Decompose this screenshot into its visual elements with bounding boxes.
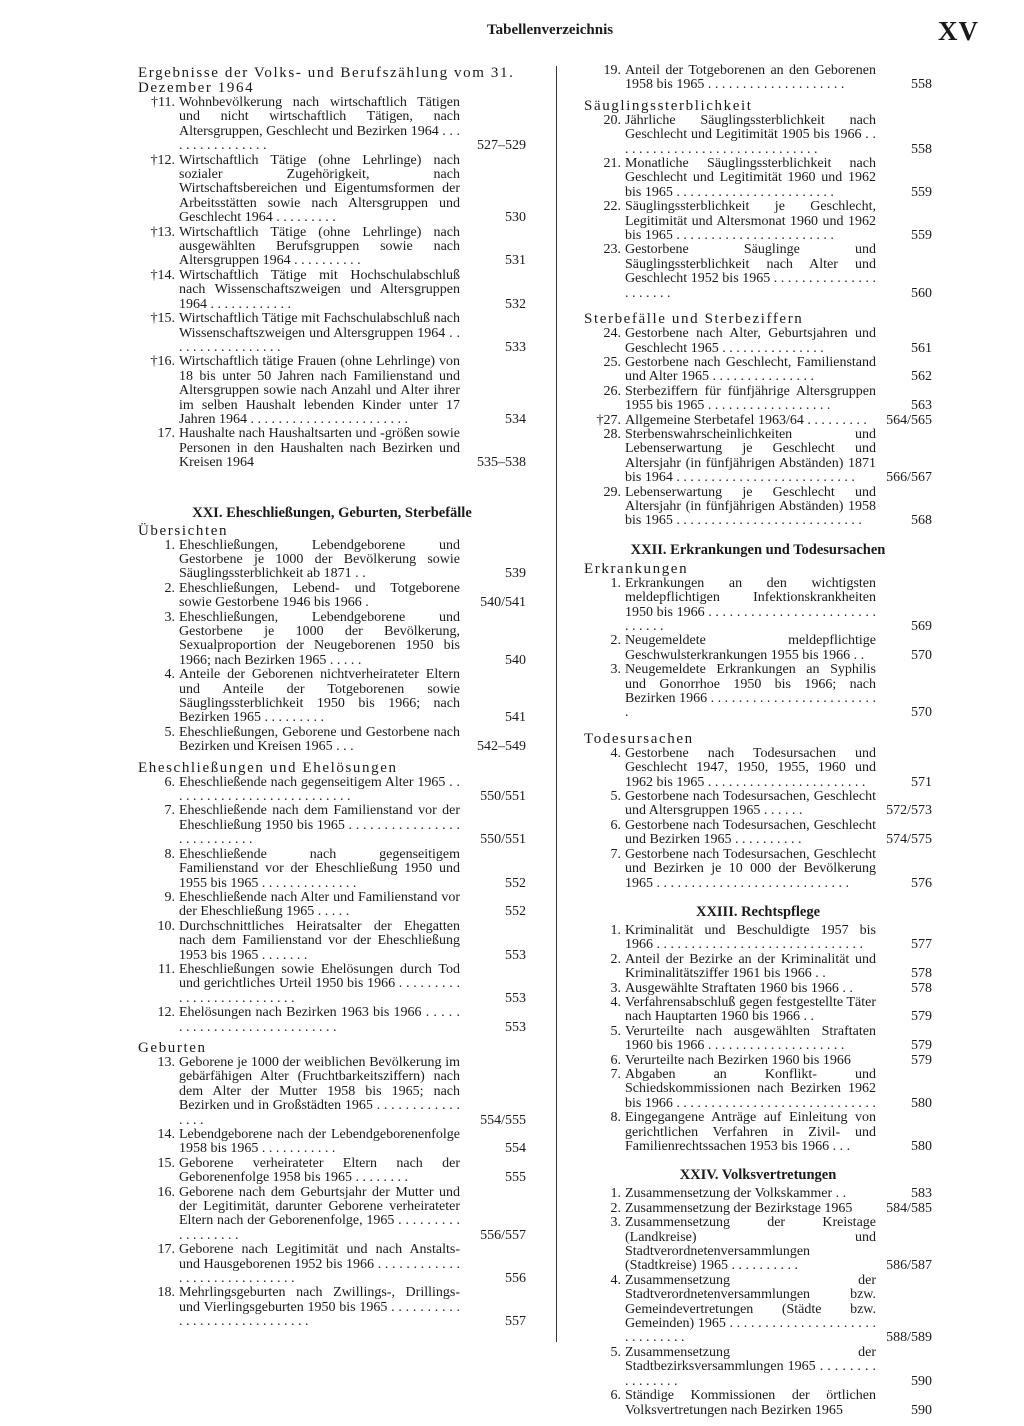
toc-entry-number: 3.: [610, 980, 621, 996]
toc-entry-number: 6.: [610, 1388, 621, 1404]
toc-entry-page: 555: [505, 1170, 526, 1186]
toc-entry-title: Geborene nach Legitimität und nach Anstalts- und Hausgeborenen 1952 bis 1966 . . . . . . . . . . . . . . . . . . . . . . . . . . . . .: [179, 1242, 460, 1287]
toc-entry-number: 3.: [164, 609, 175, 625]
toc-entry-number: 1.: [610, 922, 621, 938]
toc-group-erkrankungen: [584, 577, 932, 721]
toc-entry: [584, 1216, 932, 1274]
toc-entry: [138, 582, 526, 611]
subheading-sterbefaelle: Sterbefälle und Sterbeziffern: [584, 311, 804, 328]
subheading-erkrankungen: Erkrankungen: [584, 560, 689, 577]
toc-entry-title: Wirtschaftlich Tätige mit Fachschulabschluß nach Wissenschaftszweigen und Altersgruppen 1964 . . . . . . . . . . . . . . . . .: [179, 311, 460, 355]
toc-group-sterbefaelle: [584, 327, 932, 529]
toc-entry-page: 531: [505, 253, 526, 269]
toc-entry-number: 5.: [610, 1023, 621, 1039]
toc-entry-page: 588/589: [886, 1330, 932, 1346]
toc-entry-page: 586/587: [886, 1258, 932, 1274]
toc-entry: [138, 427, 526, 470]
toc-entry-number: 4.: [610, 1272, 621, 1288]
toc-entry-number: 5.: [610, 789, 621, 805]
toc-entry-number: 24.: [603, 326, 621, 342]
toc-entry-number: 16.: [157, 1184, 175, 1200]
subheading-volkszaehlung: Ergebnisse der Volks- und Berufszählung vom 31. Dezember 1964: [138, 65, 515, 96]
toc-entry-title: Allgemeine Sterbetafel 1963/64 . . . . . . . . .: [625, 412, 867, 428]
toc-entry-page: 559: [911, 184, 932, 200]
toc-entry-title: Geborene nach dem Geburtsjahr der Mutter und der Legitimität, darunter Geborene verheirateter Eltern nach der Geborenenfolge, 1965 . . . . . . . . . . . . . . . . . .: [179, 1184, 460, 1243]
toc-entry-page: 535–538: [477, 455, 526, 471]
toc-entry-page: 540/541: [480, 595, 526, 611]
toc-entry-number: 29.: [603, 484, 621, 500]
toc-entry-number: 6.: [164, 774, 175, 790]
toc-entry-title: Gestorbene nach Todesursachen, Geschlecht und Bezirken je 10 000 der Bevölkerung 1965 . . . . . . . . . . . . . . . . . . . . . . . . . . . .: [625, 846, 876, 891]
toc-entry-title: Geborene je 1000 der weiblichen Bevölkerung im gebärfähigen Alter (Fruchtbarkeitsziffern) nach dem Alter der Mutter 1958 bis 1965; nach Bezirken und in Großstädten 1965 . . . . . . . . . . . . . . . .: [179, 1054, 460, 1128]
toc-entry-title: Kriminalität und Beschuldigte 1957 bis 1966 . . . . . . . . . . . . . . . . . . . . . . . . . . . . . .: [625, 922, 876, 953]
toc-entry: [138, 96, 526, 154]
toc-entry-page: 561: [911, 340, 932, 356]
toc-entry: [138, 1056, 526, 1128]
toc-entry-title: Gestorbene nach Todesursachen, Geschlecht und Altersgruppen 1965 . . . . . .: [625, 789, 876, 819]
toc-entry-page: 579: [911, 1052, 932, 1068]
toc-entry: [584, 243, 932, 301]
toc-entry-page: 569: [911, 619, 932, 634]
toc-entry-page: 560: [911, 285, 932, 301]
toc-entry: [138, 963, 526, 1006]
toc-entry-page: 571: [911, 774, 932, 790]
toc-entry: [138, 1157, 526, 1186]
toc-entry-title: Wirtschaftlich Tätige (ohne Lehrlinge) nach sozialer Zugehörigkeit, nach Wirtschaftsbereichen und Eigentumsformen der Arbeitsstätten sowie nach Altersgruppen und Geschlecht 1964 . . . . . . . . .: [179, 152, 460, 226]
toc-entry-title: Eheschließungen, Lebendgeborene und Gestorbene je 1000 der Bevölkerung sowie Säuglingssterblichkeit ab 1871 . .: [179, 537, 460, 582]
toc-entry: [584, 790, 932, 819]
toc-entry: [138, 312, 526, 355]
toc-entry: [138, 154, 526, 226]
toc-entry: [584, 200, 932, 243]
toc-entry-page: 568: [911, 513, 932, 529]
toc-entry-page: 552: [505, 904, 526, 920]
toc-entry: [584, 953, 932, 982]
toc-entry: [138, 269, 526, 312]
toc-entry-number: 1.: [164, 537, 175, 553]
toc-entry-title: Ehelösungen nach Bezirken 1963 bis 1966 . . . . . . . . . . . . . . . . . . . . . . . . . . . .: [179, 1005, 460, 1035]
toc-entry: [138, 1128, 526, 1157]
toc-entry: [584, 327, 932, 356]
toc-entry: [584, 1187, 932, 1201]
toc-entry-title: Verfahrensabschluß gegen festgestellte Täter nach Hauptarten 1960 bis 1966 . .: [625, 994, 876, 1025]
toc-entry-title: Zusammensetzung der Stadtverordnetenversammlungen bzw. Gemeindevertretungen (Städte bzw. Gemeinden) 1965 . . . . . . . . . . . . . . . . . . . . . . . . . . . . . .: [625, 1272, 876, 1346]
toc-entry: [584, 819, 932, 848]
section-title-xxiv: XXIV. Volksvertretungen: [679, 1167, 837, 1184]
toc-group-eheschliessungen: [138, 776, 526, 1035]
toc-entry-number: 4.: [164, 667, 175, 683]
toc-entry-page: 572/573: [886, 803, 932, 819]
toc-entry-page: 542–549: [477, 739, 526, 755]
subheading-saeuglingssterblichkeit: Säuglingssterblichkeit: [584, 97, 753, 114]
toc-entry-number: 25.: [603, 354, 621, 370]
toc-entry: [584, 747, 932, 790]
toc-entry-number: 5.: [610, 1344, 621, 1360]
toc-entry-title: Anteil der Totgeborenen an den Geborenen 1958 bis 1965 . . . . . . . . . . . . . . . . . . . .: [625, 63, 876, 93]
toc-entry-number: †11.: [151, 95, 175, 110]
toc-entry-page: 534: [505, 411, 526, 427]
toc-entry-title: Gestorbene nach Geschlecht, Familienstand und Alter 1965 . . . . . . . . . . . . . . .: [625, 354, 876, 385]
toc-entry: [138, 611, 526, 669]
toc-entry-title: Monatliche Säuglingssterblichkeit nach Geschlecht und Legitimität 1960 und 1962 bis 1965 . . . . . . . . . . . . . . . . . . . . . . .: [625, 156, 876, 200]
toc-entry-title: Verurteilte nach ausgewählten Straftaten 1960 bis 1966 . . . . . . . . . . . . . . . . . . . .: [625, 1023, 876, 1054]
toc-entry-number: 5.: [164, 724, 175, 740]
toc-entry-page: 527–529: [477, 138, 526, 154]
toc-entry-page: 574/575: [886, 832, 932, 848]
toc-entry-page: 559: [911, 228, 932, 244]
toc-entry-page: 554/555: [480, 1112, 526, 1128]
toc-entry: [138, 226, 526, 269]
toc-entry-number: †12.: [150, 152, 175, 168]
toc-entry-title: Haushalte nach Haushaltsarten und -größen sowie Personen in den Haushalten nach Bezirken und Kreisen 1964: [179, 426, 460, 471]
toc-entry: [584, 848, 932, 891]
toc-entry-title: Gestorbene nach Todesursachen, Geschlecht und Bezirken 1965 . . . . . . . . . .: [625, 817, 876, 848]
toc-entry-number: 26.: [603, 383, 621, 399]
toc-entry: [138, 804, 526, 847]
toc-entry-number: 23.: [603, 242, 621, 258]
toc-entry-page: 532: [505, 296, 526, 312]
toc-entry-page: 578: [911, 980, 932, 996]
toc-entry: [584, 64, 932, 93]
toc-entry-number: 6.: [610, 817, 621, 833]
toc-entry: [584, 996, 932, 1025]
toc-entry-number: 9.: [164, 889, 175, 905]
toc-group-rechtspflege: [584, 924, 932, 1155]
toc-entry-title: Eheschließende nach dem Familienstand vor der Eheschließung 1950 bis 1965 . . . . . . . . . . . . . . . . . . . . . . . . . . .: [179, 803, 460, 848]
toc-entry-number: 19.: [603, 63, 621, 78]
toc-entry: [584, 1025, 932, 1054]
toc-entry: [584, 1068, 932, 1111]
section-title-xxi: XXI. Eheschließungen, Geburten, Sterbefälle: [192, 504, 472, 521]
toc-entry-page: 539: [505, 566, 526, 582]
toc-entry-title: Gestorbene nach Alter, Geburtsjahren und Geschlecht 1965 . . . . . . . . . . . . . . .: [625, 326, 876, 356]
toc-entry-title: Zusammensetzung der Kreistage (Landkreise) und Stadtverordnetenversammlungen (Stadtkreise) 1965 . . . . . . . . . .: [625, 1215, 876, 1274]
toc-group-geburten: [138, 1056, 526, 1330]
toc-entry: [584, 634, 932, 663]
column-divider: [556, 66, 557, 1342]
toc-entry-title: Eheschließungen sowie Ehelösungen durch Tod und gerichtliches Urteil 1950 bis 1966 . . . . . . . . . . . . . . . . . . . . . . . . . .: [179, 961, 460, 1006]
toc-entry-number: 4.: [610, 994, 621, 1010]
toc-entry-number: 4.: [610, 745, 621, 761]
running-header-title: Tabellenverzeichnis: [487, 22, 614, 38]
toc-entry-page: 570: [911, 705, 932, 721]
toc-entry-number: †16.: [150, 354, 175, 370]
toc-entry-title: Ständige Kommissionen der örtlichen Volksvertretungen nach Bezirken 1965: [625, 1388, 876, 1418]
toc-entry-page: 562: [911, 369, 932, 385]
toc-entry-number: 7.: [610, 1066, 621, 1082]
toc-entry-number: 3.: [610, 662, 621, 678]
toc-entry: [138, 1186, 526, 1244]
toc-entry-page: 553: [505, 947, 526, 963]
toc-entry: [138, 539, 526, 582]
toc-entry-page: 553: [505, 1019, 526, 1035]
toc-entry-page: 570: [911, 647, 932, 663]
toc-entry-page: 533: [505, 339, 526, 355]
toc-entry: [584, 428, 932, 486]
toc-entry-number: 10.: [157, 918, 175, 934]
toc-entry: [584, 1274, 932, 1346]
toc-entry-title: Säuglingssterblichkeit je Geschlecht, Legitimität und Altersmonat 1960 und 1962 bis 1965 . . . . . . . . . . . . . . . . . . . . . . .: [625, 199, 876, 244]
toc-group-totgeborene: [584, 64, 932, 93]
toc-entry-number: 7.: [610, 846, 621, 862]
toc-entry-page: 556: [505, 1271, 526, 1287]
toc-entry-page: 578: [911, 966, 932, 982]
section-title-xxii: XXII. Erkrankungen und Todesursachen: [630, 541, 886, 558]
toc-group-uebersichten: [138, 539, 526, 755]
toc-group-volksvertretungen: [584, 1187, 932, 1418]
toc-entry-title: Wirtschaftlich Tätige mit Hochschulabschluß nach Wissenschaftszweigen und Altersgruppen 1964 . . . . . . . . . . . .: [179, 267, 460, 312]
toc-entry-title: Erkrankungen an den wichtigsten meldepflichtigen Infektionskrankheiten 1950 bis 1966 . . . . . . . . . . . . . . . . . . . . . . . . . . . . . .: [625, 575, 876, 634]
toc-entry-number: 28.: [603, 426, 621, 442]
toc-entry-number: †27.: [596, 412, 621, 428]
toc-entry-page: 554: [505, 1141, 526, 1157]
toc-entry-page: 530: [505, 210, 526, 226]
toc-entry: [138, 1243, 526, 1286]
toc-entry: [138, 776, 526, 805]
toc-entry: [138, 1286, 526, 1329]
toc-entry-number: 6.: [610, 1052, 621, 1068]
toc-entry-number: 13.: [157, 1054, 175, 1070]
toc-entry-title: Sterbeziffern für fünfjährige Altersgruppen 1955 bis 1965 . . . . . . . . . . . . . . . . . .: [625, 383, 876, 414]
toc-entry-page: 590: [911, 1373, 932, 1389]
toc-entry-title: Eheschließende nach gegenseitigem Familienstand vor der Eheschließung 1950 und 1955 bis 1965 . . . . . . . . . . . . . .: [179, 846, 460, 891]
toc-entry-number: 7.: [164, 803, 175, 819]
toc-entry-number: 1.: [610, 575, 621, 591]
toc-entry-title: Eheschließungen, Lebend- und Totgeborene sowie Gestorbene 1946 bis 1966 .: [179, 580, 460, 611]
toc-entry: [584, 924, 932, 953]
toc-entry: [584, 1202, 932, 1216]
toc-entry-title: Neugemeldete Erkrankungen an Syphilis und Gonorrhoe 1950 bis 1966; nach Bezirken 1966 . . . . . . . . . . . . . . . . . . . . . . . . .: [625, 662, 876, 721]
toc-entry-page: 550/551: [480, 789, 526, 805]
toc-group-todesursachen: [584, 747, 932, 891]
section-title-xxiii: XXIII. Rechtspflege: [695, 903, 821, 920]
toc-entry-number: †15.: [150, 311, 175, 327]
toc-entry-number: 2.: [610, 633, 621, 649]
toc-entry-page: 541: [505, 710, 526, 726]
toc-entry: [584, 1054, 932, 1068]
toc-entry-title: Anteile der Geborenen nichtverheirateter Eltern und Anteile der Totgeborenen sowie Säuglingssterblichkeit 1950 bis 1966; nach Bezirken 1965 . . . . . . . . .: [179, 667, 460, 726]
toc-entry-page: 577: [911, 937, 932, 953]
toc-entry-number: 22.: [603, 199, 621, 215]
toc-entry: [138, 891, 526, 920]
toc-entry: [584, 1389, 932, 1418]
toc-entry-title: Zusammensetzung der Stadtbezirksversammlungen 1965 . . . . . . . . . . . . . . . .: [625, 1344, 876, 1389]
toc-entry-title: Neugemeldete meldepflichtige Geschwulsterkrankungen 1955 bis 1966 . .: [625, 633, 876, 663]
toc-entry: [584, 577, 932, 635]
toc-entry-number: 17.: [157, 426, 175, 442]
subheading-geburten: Geburten: [138, 1039, 207, 1056]
toc-entry-page: 563: [911, 398, 932, 414]
toc-entry-number: 14.: [157, 1127, 175, 1142]
toc-entry-page: 564/565: [886, 412, 932, 428]
subheading-todesursachen: Todesursachen: [584, 730, 694, 747]
toc-entry-number: 2.: [164, 580, 175, 596]
toc-entry-title: Wirtschaftlich Tätige (ohne Lehrlinge) nach ausgewählten Berufsgruppen sowie nach Altersgruppen 1964 . . . . . . . . . .: [179, 224, 460, 269]
toc-entry-title: Mehrlingsgeburten nach Zwillings-, Drillings- und Vierlingsgeburten 1950 bis 1965 . . . . . . . . . . . . . . . . . . . . . . . . . . . . .: [179, 1285, 460, 1330]
toc-entry-number: 21.: [603, 156, 621, 172]
toc-entry-number: 8.: [610, 1110, 621, 1126]
toc-entry-page: 558: [911, 77, 932, 93]
toc-entry-number: 2.: [610, 951, 621, 967]
toc-entry: [584, 982, 932, 996]
toc-entry-title: Eheschließungen, Lebendgeborene und Gestorbene je 1000 der Bevölkerung, Sexualproportion der Neugeborenen 1950 bis 1966; nach Bezirken 1965 . . . . .: [179, 609, 460, 668]
toc-entry-page: 590: [911, 1402, 932, 1418]
toc-entry-title: Zusammensetzung der Bezirkstage 1965: [625, 1200, 853, 1216]
toc-entry-number: 2.: [610, 1200, 621, 1216]
toc-entry-page: 540: [505, 652, 526, 668]
toc-entry-number: †14.: [150, 267, 175, 283]
toc-entry-number: 18.: [157, 1285, 175, 1301]
toc-entry: [138, 1006, 526, 1035]
toc-entry: [584, 1346, 932, 1389]
toc-entry-number: †13.: [150, 224, 175, 240]
toc-entry-title: Sterbenswahrscheinlichkeiten und Lebenserwartung je Geschlecht und Altersjahr (in fünfjährigen Abständen) 1871 bis 1964 . . . . . . . . . . . . . . . . . . . . . . . . . .: [625, 426, 876, 486]
toc-entry-page: 556/557: [480, 1227, 526, 1243]
left-column: [138, 64, 526, 1330]
page-number: XV: [938, 16, 979, 46]
toc-entry-title: Lebenserwartung je Geschlecht und Altersjahr (in fünfjährigen Abständen) 1958 bis 1965 . . . . . . . . . . . . . . . . . . . . . . . . . . .: [625, 484, 876, 529]
toc-entry-title: Jährliche Säuglingssterblichkeit nach Geschlecht und Legitimität 1905 bis 1966 . . . . . . . . . . . . . . . . . . . . . . . . . . . . . .: [625, 112, 876, 157]
toc-group-volkszaehlung: [138, 96, 526, 471]
toc-entry: [584, 114, 932, 157]
subheading-uebersichten: Übersichten: [138, 522, 229, 539]
toc-entry-number: 15.: [157, 1155, 175, 1171]
toc-entry-number: 8.: [164, 846, 175, 862]
toc-entry-page: 580: [911, 1139, 932, 1154]
toc-entry-title: Eheschließende nach Alter und Familienstand vor der Eheschließung 1965 . . . . .: [179, 889, 460, 920]
toc-entry-title: Verurteilte nach Bezirken 1960 bis 1966: [625, 1052, 851, 1068]
toc-entry-title: Gestorbene nach Todesursachen und Geschlecht 1947, 1950, 1955, 1960 und 1962 bis 1965 . . . . . . . . . . . . . . . . . . . . . . .: [625, 745, 876, 790]
toc-entry-number: 11.: [158, 961, 175, 977]
toc-entry-title: Gestorbene Säuglinge und Säuglingssterblichkeit nach Alter und Geschlecht 1952 bis 1965 . . . . . . . . . . . . . . . . . . . . . .: [625, 242, 876, 301]
toc-group-saeuglingssterblichkeit: [584, 114, 932, 301]
toc-entry: [138, 668, 526, 726]
toc-entry: [584, 356, 932, 385]
toc-entry: [138, 920, 526, 963]
toc-entry-title: Wirtschaftlich tätige Frauen (ohne Lehrlinge) von 18 bis unter 50 Jahren nach Familienstand und Altersgruppen sowie nach Anzahl und Alter ihrer im selben Haushalt lebenden Kinder unter 17 Jahren 1964 . . . . . . . . . . . . . . . . . . . . . . .: [179, 354, 460, 427]
toc-entry-number: 3.: [610, 1215, 621, 1231]
toc-entry: [138, 355, 526, 427]
toc-entry: [584, 486, 932, 529]
toc-entry-title: Anteil der Bezirke an der Kriminalität und Kriminalitätsziffer 1961 bis 1966 . .: [625, 951, 876, 982]
toc-entry-page: 584/585: [886, 1200, 932, 1216]
toc-entry-number: 20.: [603, 112, 621, 128]
toc-entry-page: 583: [911, 1186, 932, 1202]
toc-entry: [584, 1111, 932, 1154]
toc-entry-title: Lebendgeborene nach der Lebendgeborenenfolge 1958 bis 1965 . . . . . . . . . . .: [179, 1127, 460, 1157]
toc-entry: [584, 385, 932, 414]
toc-entry-page: 566/567: [886, 470, 932, 486]
toc-entry: [584, 663, 932, 721]
toc-entry-title: Eingegangene Anträge auf Einleitung von gerichtlichen Verfahren in Zivil- und Familienrechtssachen 1953 bis 1966 . . .: [625, 1110, 876, 1154]
toc-entry-number: 12.: [157, 1005, 175, 1021]
toc-entry-page: 579: [911, 1038, 932, 1054]
toc-entry-page: 576: [911, 875, 932, 891]
toc-entry-title: Wohnbevölkerung nach wirtschaftlich Tätigen und nicht wirtschaftlich Tätigen, nach Altersgruppen, Geschlecht und Bezirken 1964 . . . . . . . . . . . . . . . .: [179, 95, 460, 154]
toc-entry: [584, 414, 932, 428]
toc-entry-page: 553: [505, 990, 526, 1006]
toc-entry: [138, 726, 526, 755]
toc-entry-title: Durchschnittliches Heiratsalter der Ehegatten nach dem Familienstand vor der Eheschließung 1953 bis 1965 . . . . . . .: [179, 918, 460, 963]
toc-entry-title: Ausgewählte Straftaten 1960 bis 1966 . .: [625, 980, 853, 996]
toc-entry-title: Eheschließungen, Geborene und Gestorbene nach Bezirken und Kreisen 1965 . . .: [179, 724, 460, 755]
right-column: [584, 64, 932, 1418]
toc-entry: [138, 848, 526, 891]
toc-entry-page: 579: [911, 1009, 932, 1025]
toc-entry: [584, 157, 932, 200]
toc-entry-number: 17.: [157, 1242, 175, 1258]
toc-entry-page: 552: [505, 875, 526, 891]
toc-entry-title: Eheschließende nach gegenseitigem Alter 1965 . . . . . . . . . . . . . . . . . . . . . . . . . . .: [179, 774, 460, 805]
toc-entry-page: 558: [911, 141, 932, 157]
toc-entry-page: 557: [505, 1314, 526, 1330]
toc-entry-title: Zusammensetzung der Volkskammer . .: [625, 1186, 847, 1202]
toc-entry-page: 550/551: [480, 832, 526, 848]
toc-entry-title: Abgaben an Konflikt- und Schiedskommissionen nach Bezirken 1962 bis 1966 . . . . . . . . . . . . . . . . . . . . . . . . . . . . .: [625, 1066, 876, 1111]
toc-entry-title: Geborene verheirateter Eltern nach der Geborenenfolge 1958 bis 1965 . . . . . . . .: [179, 1155, 460, 1186]
subheading-eheschliessungen: Eheschließungen und Ehelösungen: [138, 759, 398, 776]
toc-entry-number: 1.: [610, 1186, 621, 1202]
toc-entry-page: 580: [911, 1095, 932, 1111]
